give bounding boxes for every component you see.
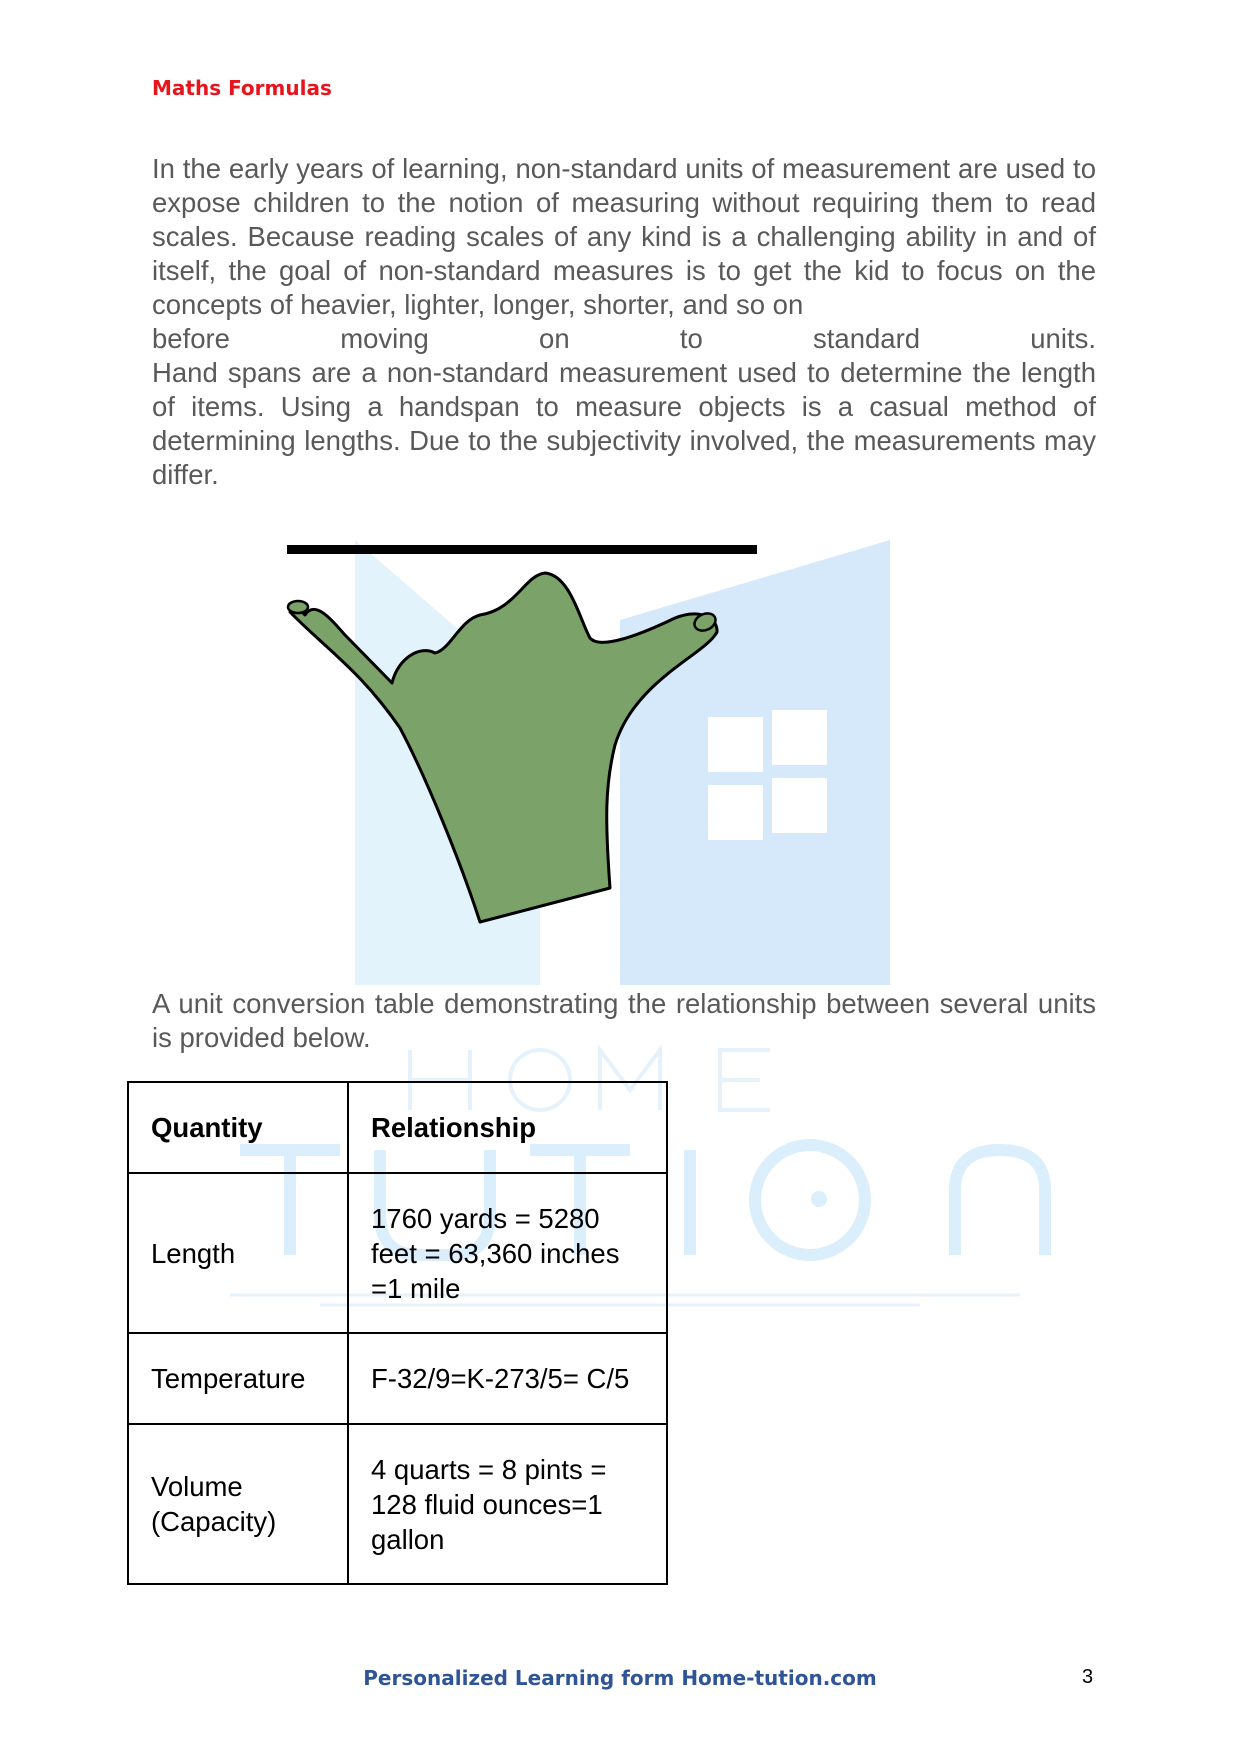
unit-conversion-table [127, 1081, 668, 1585]
hand-shape [290, 573, 717, 922]
page-number: 3 [1082, 1666, 1094, 1688]
footer-text: Personalized Learning form Home-tution.com [363, 1666, 877, 1690]
cell-quantity: Volume (Capacity) [128, 1424, 348, 1584]
cell-quantity: Temperature [128, 1333, 348, 1424]
table-intro-paragraph: A unit conversion table demonstrating the relationship between several units is provided below. [152, 988, 1096, 1053]
cell-quantity: Length [128, 1173, 348, 1333]
table-header-row [128, 1082, 667, 1173]
cell-relationship: 4 quarts = 8 pints = 128 fluid ounces=1 gallon [348, 1424, 667, 1584]
intro-justified-line: before moving on to standard units. [152, 323, 1096, 354]
table-row [128, 1424, 667, 1584]
handspan-illustration-icon [280, 540, 770, 940]
intro-text-part2: Hand spans are a non-standard measurement used to determine the length of items. Using a handspan to measure objects is a casual method of determining lengths. Due to the subjectivity involved, the measurements may differ. [152, 357, 1096, 490]
intro-text-part1: In the early years of learning, non-standard units of measurement are used to expose children to the notion of measuring without requiring them to read scales. Because reading scales of any kind is a challenging ability in and of itself, the goal of non-standard measures is to get the kid to focus on the concepts of heavier, lighter, longer, shorter, and so on [152, 153, 1096, 320]
cell-relationship: 1760 yards = 5280 feet = 63,360 inches =1 mile [348, 1173, 667, 1333]
cell-relationship: F-32/9=K-273/5= C/5 [348, 1333, 667, 1424]
header-relationship: Relationship [348, 1082, 667, 1173]
table-row [128, 1333, 667, 1424]
measured-length-bar [287, 545, 757, 554]
table-row [128, 1173, 667, 1333]
document-header-title: Maths Formulas [152, 76, 332, 100]
thumb-nail [288, 601, 308, 613]
header-quantity: Quantity [128, 1082, 348, 1173]
intro-paragraph [152, 152, 1096, 492]
